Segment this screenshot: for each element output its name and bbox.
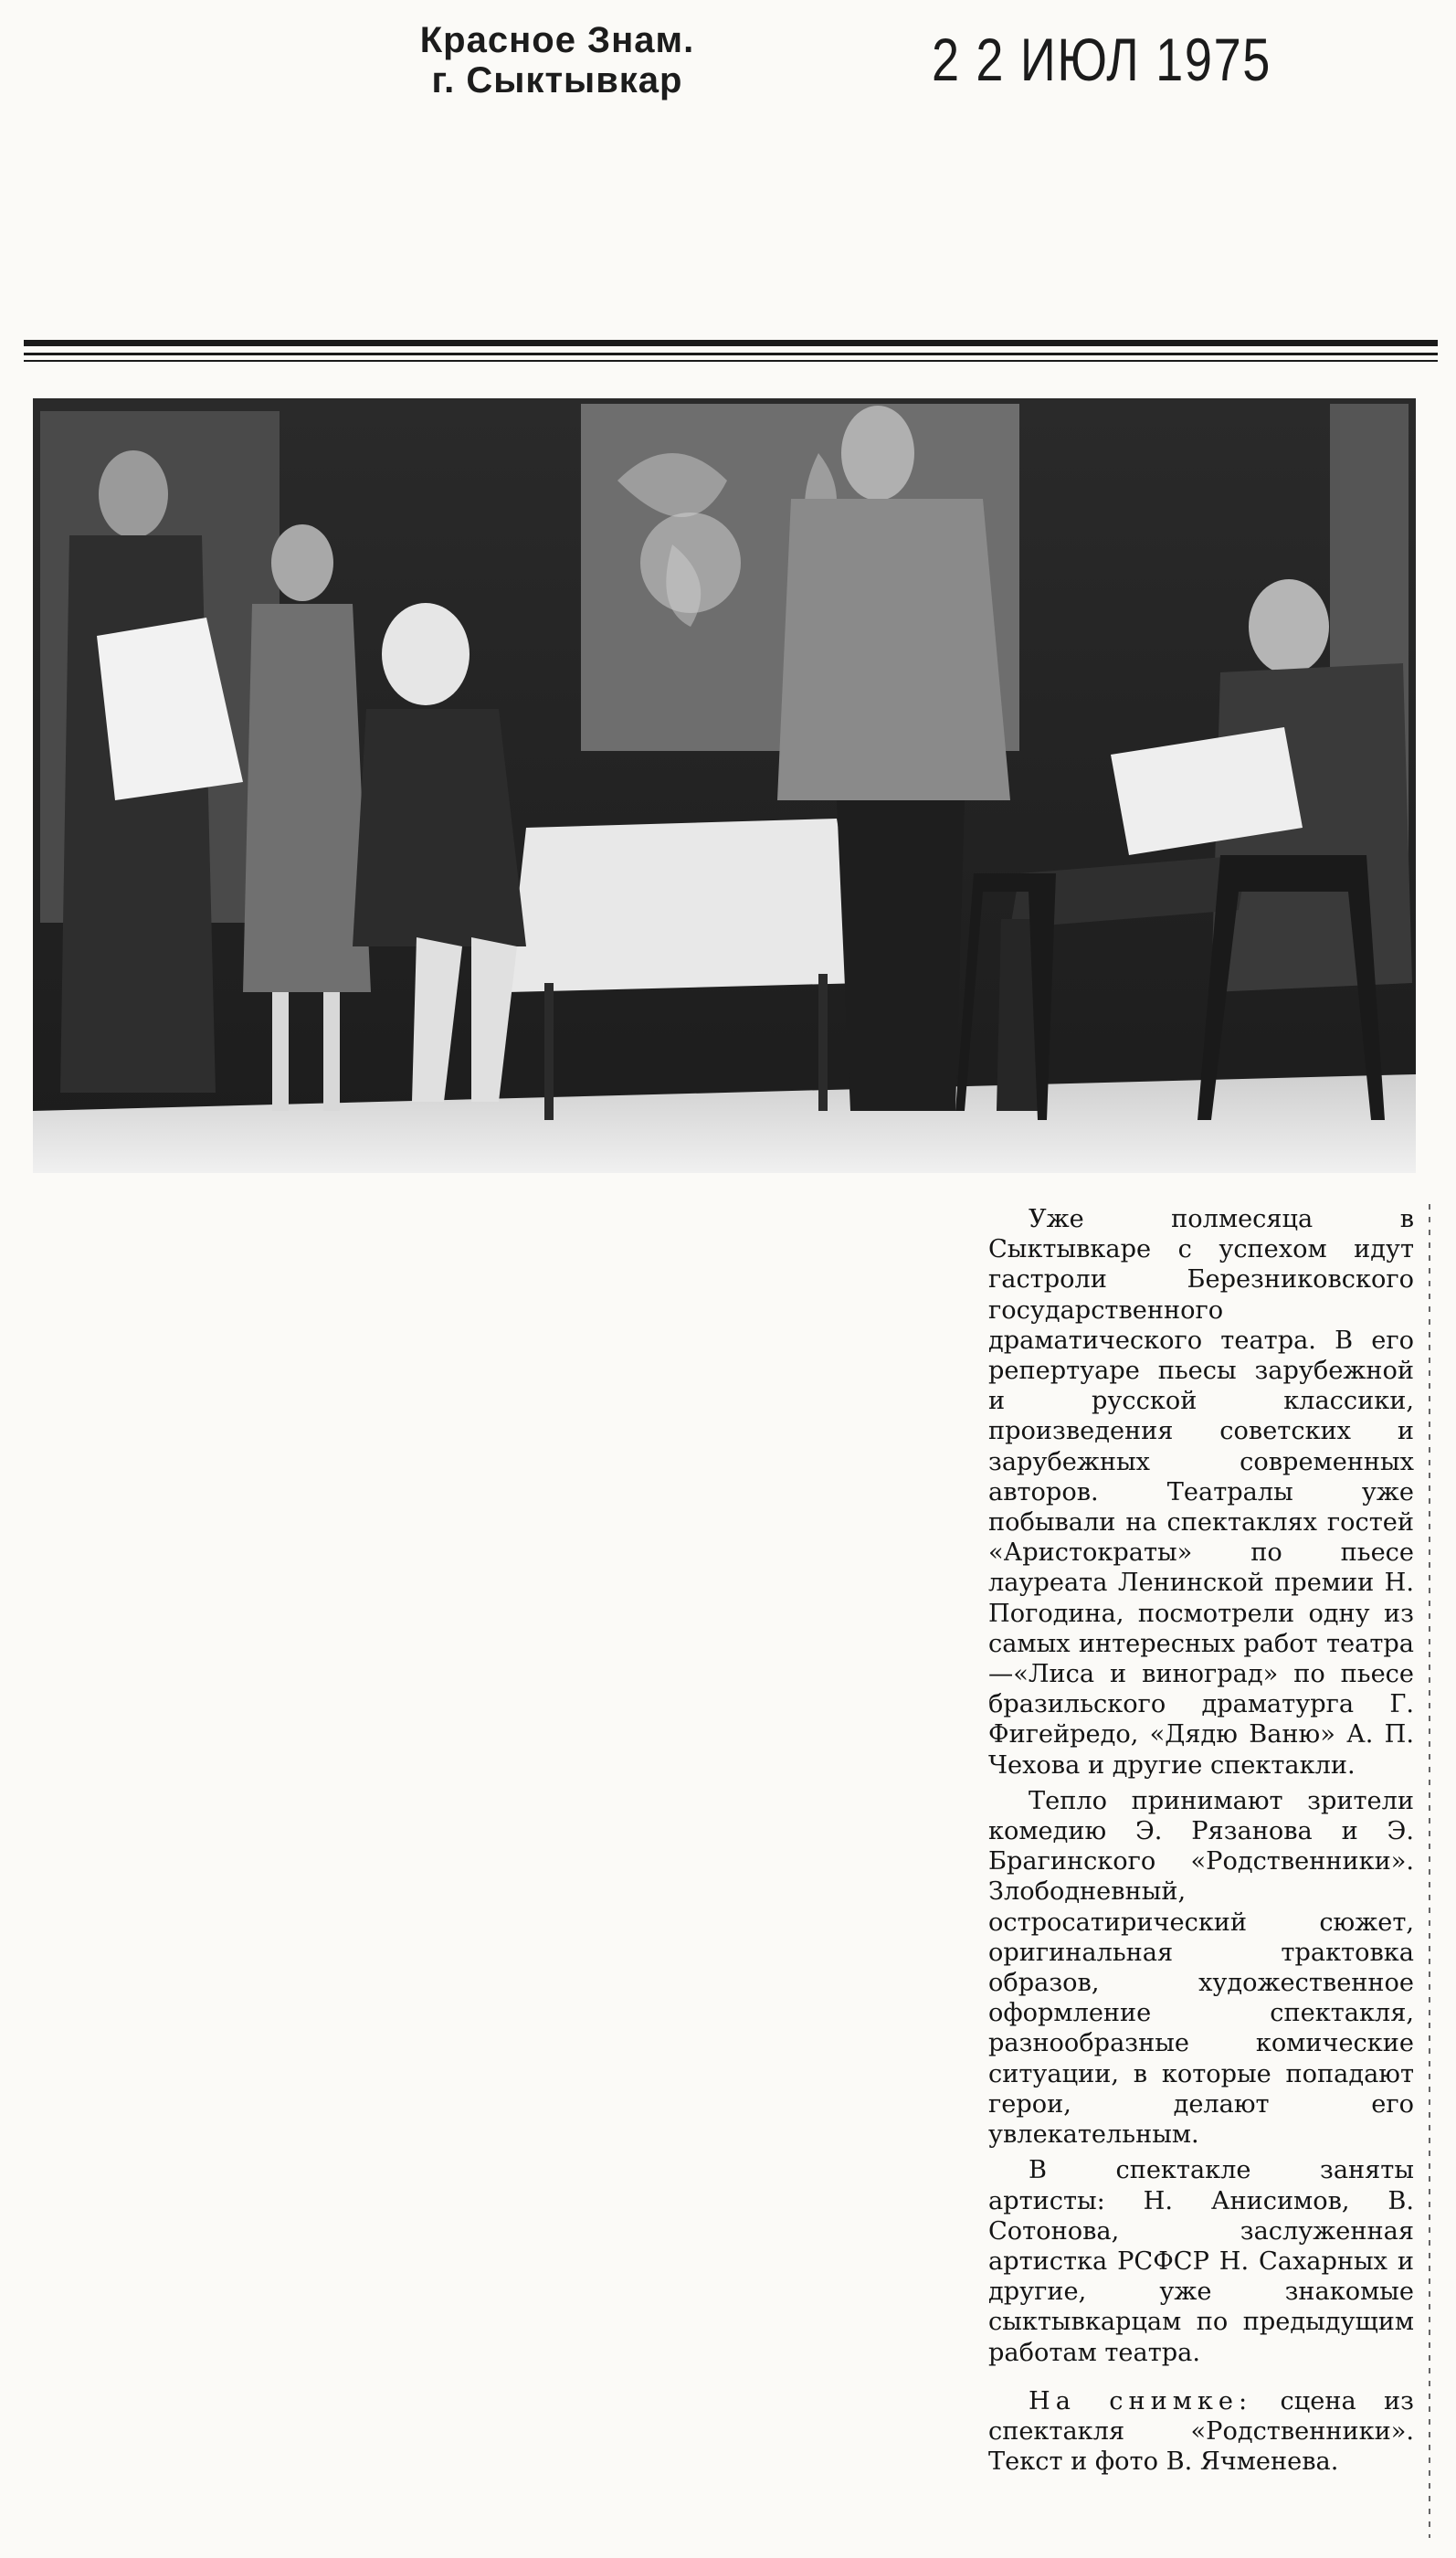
stage-photo-drawing [33, 398, 1416, 1173]
column-rule [1429, 1204, 1430, 2538]
top-rule-thin-2 [24, 360, 1438, 362]
stamp-city: г. Сыктывкар [431, 60, 683, 100]
archive-stamp [0, 0, 1456, 128]
table-cloth [508, 819, 864, 992]
stamp-date: 2 2 ИЮЛ 1975 [932, 26, 1272, 93]
photo-caption [988, 2386, 1414, 2478]
stage-photo [33, 398, 1416, 1173]
article-paragraph-1: Уже полмесяца в Сыктывкаре с успехом идут гастроли Березниковского государственного драматического театра. В его репертуаре пьесы зарубежной и русской классики, произведения советских и зарубежных современных авторов. Театралы уже побывали на спектаклях гостей «Аристократы» по пьесе лауреата Ленинской премии Н. Погодина, посмотрели одну из самых интересных работ театра—«Лиса и виноград» по пьесе бразильского драматурга Г. Фигейредо, «Дядю Ваню» А. П. Чехова и другие спектакли. [988, 1205, 1414, 1780]
caption-lead: На снимке: [1029, 2386, 1253, 2415]
caption-text: сцена из спектакля «Родственники». Текст и фото В. Ячменева. [988, 2386, 1414, 2477]
top-rule-thick [24, 340, 1438, 346]
article-paragraph-3: В спектакле заняты артисты: Н. Анисимов, В. Сотонова, заслуженная артистка РСФСР Н. Сахарных и другие, уже знакомые сыктывкарцам по предыдущим работам театра. [988, 2156, 1414, 2367]
stamp-newspaper-block [347, 20, 767, 100]
stamp-newspaper-name: Красное Знам. [419, 20, 695, 60]
article-paragraph-2: Тепло принимают зрители комедию Э. Рязанова и Э. Брагинского «Родственники». Злободневный, остросатирический сюжет, оригинальная трактовка образов, художественное оформление спектакля, разнообразные комические ситуации, в которые попадают герои, делают его увлекательным. [988, 1786, 1414, 2150]
article-column [988, 1204, 1414, 2477]
top-rule-thin [24, 353, 1438, 355]
